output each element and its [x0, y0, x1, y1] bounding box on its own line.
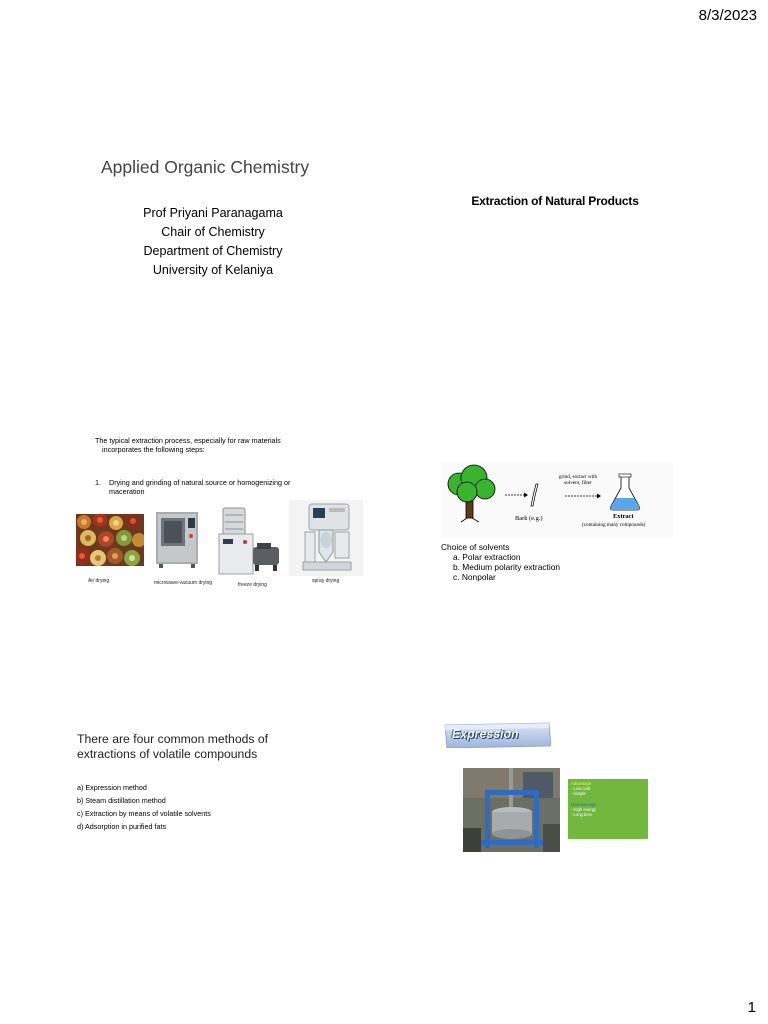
arrow-icon [505, 493, 528, 498]
extract-label: Extract [613, 513, 634, 520]
bark-label: Bark (e.g.) [515, 515, 543, 522]
step-text: Drying and grinding of natural source or homogenizing or [109, 478, 291, 487]
advantage-item: - Low cost [571, 786, 591, 792]
method-item: b) Steam distillation method [77, 796, 166, 805]
slide5-title [77, 732, 268, 762]
method-item: d) Adsorption in purified fats [77, 822, 167, 831]
disadvantage-item: - High energy [571, 806, 597, 812]
slide3-intro [95, 437, 345, 454]
arrow-icon [565, 494, 601, 499]
slide1-author-block [120, 204, 306, 280]
freeze-drying-caption: freeze drying [238, 582, 267, 588]
slide5-title-line: There are four common methods of [77, 732, 269, 746]
bark-icon [531, 484, 538, 506]
slide2-title: Extraction of Natural Products [471, 194, 639, 208]
spray-drying-caption: spray drying [312, 578, 340, 584]
author-department: Department of Chemistry [143, 244, 283, 258]
page-number: 1 [747, 999, 756, 1016]
advantage-heading: Advantage [571, 781, 592, 786]
intro-line: The typical extraction process, especially for raw materials [95, 436, 281, 445]
intro-line: incorporates the following steps: [102, 444, 205, 454]
slide5-title-line: extractions of volatile compounds [77, 747, 258, 761]
author-university: University of Kelaniya [152, 263, 274, 277]
slide1-title: Applied Organic Chemistry [101, 157, 310, 177]
extraction-diagram [441, 462, 673, 537]
method-item: c) Extraction by means of volatile solvents [77, 809, 211, 818]
process-label [549, 474, 607, 486]
print-date: 8/3/2023 [698, 7, 757, 24]
advantages-box [568, 779, 648, 839]
solvent-choice-item: b. Medium polarity extraction [453, 562, 561, 572]
microwave-drying-caption: microwave-vacuum drying [154, 580, 213, 586]
tree-icon [448, 465, 495, 522]
advantage-item: - simple [571, 791, 586, 797]
slide3-step [95, 478, 345, 496]
extraction-methods-list [77, 781, 211, 833]
expression-press-photo [463, 768, 560, 852]
air-drying-photo [76, 514, 144, 566]
author-name: Prof Priyani Paranagama [143, 206, 283, 220]
freeze-dryer-photo [217, 505, 281, 577]
spray-dryer-photo [289, 500, 363, 576]
step-number: 1. [95, 478, 101, 487]
extract-sublabel: (containing many compounds) [582, 522, 646, 528]
solvent-choice-title: Choice of solvents [441, 542, 510, 552]
disadvantage-heading: Disadvantage [571, 801, 597, 807]
method-item: a) Expression method [77, 783, 147, 792]
disadvantage-item: - Long time [571, 812, 592, 818]
flask-icon [610, 474, 639, 510]
air-drying-caption: Air drying [88, 578, 110, 584]
step-text-continued: maceration [109, 487, 145, 496]
microwave-vacuum-dryer-photo [153, 508, 201, 570]
solvent-choice-block [441, 542, 560, 582]
process-label-line: grind, extract with [558, 474, 598, 480]
author-position: Chair of Chemistry [161, 225, 265, 239]
solvent-choice-item: c. Nonpolar [453, 572, 496, 582]
solvent-choice-item: a. Polar extraction [453, 552, 521, 562]
process-label-line: solvent, filter [564, 480, 592, 486]
expression-banner-text: Expression [452, 727, 519, 741]
